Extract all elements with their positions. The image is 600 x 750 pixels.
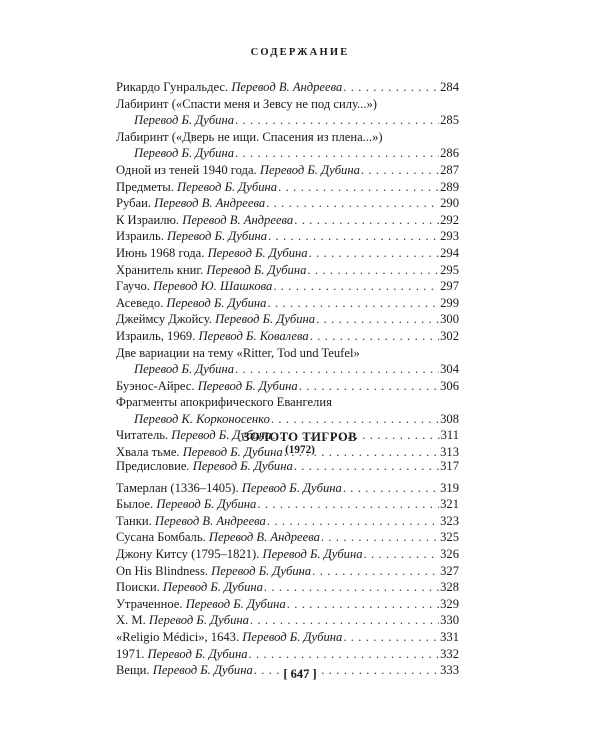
- toc-entry-translator: Перевод Ю. Шашкова: [153, 279, 273, 294]
- toc-leader-dots: [235, 361, 439, 378]
- toc-leader-dots: [316, 311, 439, 328]
- toc-entry: [116, 195, 459, 212]
- toc-entry-page: 311: [440, 428, 459, 443]
- toc-entry-title: Предисловие.: [116, 459, 193, 473]
- toc-leader-dots: [307, 262, 439, 279]
- toc-entry-text: [116, 579, 263, 596]
- toc-entry-line: [116, 596, 459, 613]
- toc-entry-page: 297: [440, 279, 459, 294]
- toc-entry-translator: Перевод Б. Дубина: [192, 459, 293, 473]
- toc-entry-text: [116, 162, 360, 179]
- toc-entry-text: [116, 378, 298, 395]
- toc-entry-text: [116, 529, 320, 546]
- toc-entry-text: [116, 480, 342, 497]
- toc-entry-translator: Перевод Б. Дубина: [152, 663, 253, 678]
- toc-entry-translator: Перевод Б. Дубина: [177, 179, 278, 194]
- toc-entry-page: 287: [440, 162, 459, 177]
- toc-leader-dots: [364, 546, 440, 563]
- toc-entry-text: [116, 278, 272, 295]
- toc-entry-title: Лабиринт («Спасти меня и Зевсу не под силу...»): [116, 96, 377, 111]
- toc-entry-line: [116, 328, 459, 345]
- toc-entry-title: Предметы.: [116, 179, 178, 194]
- toc-entry-line: [116, 311, 459, 328]
- toc-entry-page: 313: [440, 445, 459, 460]
- toc-entry-translator: Перевод Б. Дубина: [215, 312, 316, 327]
- toc-list-part2: [116, 458, 459, 679]
- toc-entry-text: [116, 458, 293, 475]
- toc-entry-page: 329: [440, 596, 459, 611]
- toc-entry-line: [116, 529, 459, 546]
- toc-entry-page: 284: [440, 80, 459, 94]
- toc-entry-title: Гаучо.: [116, 279, 154, 294]
- toc-entry-translator: Перевод Б. Дубина: [156, 497, 257, 512]
- toc-entry-page: 319: [440, 480, 459, 495]
- toc-entry-title: Фрагменты апокрифического Евангелия: [116, 395, 332, 410]
- toc-entry-translator: Перевод В. Андреева: [208, 530, 320, 545]
- toc-entry: [116, 378, 459, 395]
- toc-leader-dots: [321, 529, 439, 546]
- toc-entry-title: Поиски.: [116, 580, 163, 595]
- toc-leader-dots: [235, 112, 439, 129]
- toc-leader-dots: [343, 629, 439, 646]
- toc-entry-line: [116, 79, 459, 96]
- toc-entry: [116, 612, 459, 629]
- toc-leader-dots: [309, 245, 440, 262]
- toc-entry-title: Былое.: [116, 497, 157, 512]
- toc-leader-dots: [343, 79, 439, 96]
- toc-entry-page: 289: [440, 179, 459, 194]
- toc-entry-page: 333: [440, 663, 459, 678]
- toc-entry-text: [116, 563, 311, 580]
- toc-entry: [116, 345, 459, 378]
- toc-entry: [116, 563, 459, 580]
- toc-entry: [116, 394, 459, 427]
- toc-entry: [116, 295, 459, 312]
- toc-entry-translator: Перевод Б. Дубина: [207, 245, 308, 260]
- toc-entry: [116, 278, 459, 295]
- toc-leader-dots: [273, 278, 439, 295]
- toc-entry-page: 292: [440, 212, 459, 227]
- toc-entry-translator: Перевод Б. Дубина: [166, 295, 267, 310]
- toc-leader-dots: [299, 378, 439, 395]
- toc-entry-title: Рикардо Гунральдес.: [116, 80, 232, 94]
- toc-entry-line: [116, 162, 459, 179]
- toc-entry-page: 330: [440, 613, 459, 628]
- toc-entry: [116, 529, 459, 546]
- toc-entry: [116, 496, 459, 513]
- toc-entry-translator: Перевод Б. Дубина: [162, 580, 263, 595]
- toc-entry-page: 326: [440, 546, 459, 561]
- toc-entry-title: Июнь 1968 года.: [116, 245, 208, 260]
- toc-entry-page: 285: [440, 113, 459, 128]
- toc-entry-title: К Израилю.: [116, 212, 183, 227]
- toc-entry-text: [116, 646, 248, 663]
- toc-entry-line: [116, 646, 459, 663]
- toc-entry-translator: Перевод Б. Дубина: [148, 613, 249, 628]
- section-title: ЗОЛОТО ТИГРОВ: [242, 430, 358, 444]
- toc-leader-dots: [235, 145, 439, 162]
- toc-entry: [116, 179, 459, 196]
- toc-entry-line: [116, 278, 459, 295]
- toc-entry-text: [116, 179, 277, 196]
- toc-leader-dots: [287, 596, 439, 613]
- toc-entry-page: 286: [440, 146, 459, 161]
- toc-entry-text: [116, 596, 286, 613]
- toc-entry-title: 1971.: [116, 646, 148, 661]
- toc-entry-translator: Перевод К. Корконосенко: [134, 411, 270, 426]
- toc-entry-title: Джеймсу Джойсу.: [116, 312, 216, 327]
- toc-entry-title: Вещи.: [116, 663, 153, 678]
- toc-entry-line: [116, 629, 459, 646]
- toc-entry-page: 302: [440, 328, 459, 343]
- toc-entry-translator: Перевод В. Андреева: [154, 513, 266, 528]
- toc-entry-translator: Перевод Б. Дубина: [167, 229, 268, 244]
- toc-entry-title: Две вариации на тему «Ritter, Tod und Teufel»: [116, 345, 360, 360]
- toc-entry-page: 304: [440, 362, 459, 377]
- running-head: СОДЕРЖАНИЕ: [250, 47, 350, 58]
- toc-entry-line: [116, 546, 459, 563]
- toc-entry-title: Буэнос-Айрес.: [116, 378, 198, 393]
- toc-entry: [116, 646, 459, 663]
- toc-entry-text: [116, 228, 267, 245]
- toc-leader-dots: [294, 212, 439, 229]
- toc-entry-title: Танки.: [116, 513, 155, 528]
- toc-entry-title: Одной из теней 1940 года.: [116, 162, 260, 177]
- toc-entry-title: Рубаи.: [116, 196, 155, 211]
- toc-leader-dots: [250, 612, 439, 629]
- toc-entry-translator: Перевод Б. Дубина: [262, 546, 363, 561]
- toc-leader-dots: [266, 195, 439, 212]
- toc-entry-translator: Перевод В. Андреева: [231, 80, 343, 94]
- toc-entry-title: Лабиринт («Дверь не ищи. Спасения из плена...»): [116, 129, 383, 144]
- toc-entry-text: [116, 311, 315, 328]
- toc-entry-text: [116, 513, 266, 530]
- toc-entry-line: [116, 145, 459, 162]
- toc-entry-page: 306: [440, 378, 459, 393]
- toc-entry-line: [116, 496, 459, 513]
- toc-entry: [116, 328, 459, 345]
- toc-entry: [116, 458, 459, 475]
- toc-entry-text: [116, 612, 249, 629]
- toc-entry-page: 325: [440, 530, 459, 545]
- toc-entry-translator: Перевод Б. Дубина: [134, 146, 235, 161]
- toc-leader-dots: [267, 295, 439, 312]
- toc-entry-text: [116, 496, 256, 513]
- toc-entry-text: [116, 295, 266, 312]
- toc-entry-title-line: [116, 129, 459, 146]
- toc-entry: [116, 579, 459, 596]
- toc-entry-line: [116, 458, 459, 475]
- toc-entry: [116, 245, 459, 262]
- toc-entry-title: Израиль, 1969.: [116, 328, 199, 343]
- toc-entry-title: Израиль.: [116, 229, 168, 244]
- toc-entry-title: Сусана Бомбаль.: [116, 530, 209, 545]
- toc-entry-text: [116, 546, 363, 563]
- toc-entry-translator: Перевод Б. Дубина: [206, 262, 307, 277]
- toc-leader-dots: [310, 328, 439, 345]
- toc-entry-page: 290: [440, 196, 459, 211]
- toc-entry-page: 323: [440, 513, 459, 528]
- toc-entry-page: 293: [440, 229, 459, 244]
- toc-entry-translator: Перевод Б. Дубина: [242, 629, 343, 644]
- toc-entry-page: 332: [440, 646, 459, 661]
- toc-entry-title: Читатель.: [116, 428, 172, 443]
- toc-entry-translator: Перевод Б. Дубина: [182, 445, 283, 460]
- toc-entry-page: 295: [440, 262, 459, 277]
- toc-entry-line: [116, 112, 459, 129]
- toc-entry: [116, 129, 459, 162]
- toc-leader-dots: [278, 179, 439, 196]
- toc-entry: [116, 96, 459, 129]
- toc-leader-dots: [257, 496, 439, 513]
- toc-entry-title: Хранитель книг.: [116, 262, 207, 277]
- toc-entry-translator: Перевод Б. Дубина: [197, 378, 298, 393]
- toc-entry: [116, 311, 459, 328]
- toc-leader-dots: [361, 162, 439, 179]
- toc-entry-title-line: [116, 96, 459, 113]
- toc-entry: [116, 596, 459, 613]
- toc-entry-title: Хвала тьме.: [116, 445, 183, 460]
- toc-entry-text: [116, 195, 265, 212]
- toc-entry-text: [116, 245, 308, 262]
- toc-entry-line: [116, 179, 459, 196]
- toc-entry-page: 299: [440, 295, 459, 310]
- toc-entry-title: Утраченное.: [116, 596, 186, 611]
- toc-entry-line: [116, 195, 459, 212]
- toc-entry-translator: Перевод Б. Дубина: [134, 113, 235, 128]
- toc-leader-dots: [343, 480, 439, 497]
- toc-entry-translator: Перевод В. Андреева: [182, 212, 294, 227]
- toc-entry-page: 308: [440, 411, 459, 426]
- toc-entry-title-line: [116, 394, 459, 411]
- toc-entry-line: [116, 262, 459, 279]
- toc-entry-title: On His Blindness.: [116, 563, 212, 578]
- toc-list-part1: [116, 79, 459, 461]
- toc-entry-line: [116, 579, 459, 596]
- toc-leader-dots: [294, 458, 439, 475]
- toc-entry-line: [116, 563, 459, 580]
- toc-entry-title: Х. М.: [116, 613, 149, 628]
- toc-entry-title: Тамерлан (1336–1405).: [116, 480, 242, 495]
- toc-entry-line: [116, 411, 459, 428]
- toc-entry: [116, 228, 459, 245]
- toc-entry-page: 321: [440, 497, 459, 512]
- toc-entry-translator: Перевод Б. Дубина: [259, 162, 360, 177]
- toc-entry: [116, 546, 459, 563]
- toc-entry-translator: Перевод Б. Дубина: [211, 563, 312, 578]
- section-year: (1972): [285, 444, 315, 456]
- toc-entry-line: [116, 295, 459, 312]
- toc-entry-translator: Перевод В. Андреева: [154, 196, 266, 211]
- toc-entry: [116, 629, 459, 646]
- toc-entry-page: 328: [440, 580, 459, 595]
- toc-entry: [116, 212, 459, 229]
- toc-entry-page: 294: [440, 245, 459, 260]
- toc-entry-text: [116, 79, 342, 96]
- toc-leader-dots: [264, 579, 439, 596]
- toc-entry-translator: Перевод Б. Дубина: [134, 362, 235, 377]
- toc-entry-line: [116, 480, 459, 497]
- toc-entry-title: «Religio Médici», 1643.: [116, 629, 243, 644]
- toc-entry-title: Асеведо.: [116, 295, 167, 310]
- toc-entry-page: 331: [440, 629, 459, 644]
- toc-entry: [116, 162, 459, 179]
- toc-entry-line: [116, 228, 459, 245]
- toc-entry-text: [116, 212, 293, 229]
- toc-entry-translator: Перевод Б. Дубина: [171, 428, 272, 443]
- toc-entry-page: 300: [440, 312, 459, 327]
- toc-entry-translator: Перевод Б. Ковалева: [198, 328, 309, 343]
- toc-entry-line: [116, 361, 459, 378]
- toc-entry-translator: Перевод Б. Дубина: [241, 480, 342, 495]
- toc-entry: [116, 480, 459, 497]
- toc-entry-page: 327: [440, 563, 459, 578]
- toc-entry: [116, 513, 459, 530]
- toc-entry: [116, 262, 459, 279]
- toc-leader-dots: [312, 563, 439, 580]
- toc-entry-text: [116, 328, 309, 345]
- toc-entry-line: [116, 245, 459, 262]
- toc-entry-page: 317: [440, 459, 459, 473]
- toc-entry-line: [116, 212, 459, 229]
- toc-entry-line: [116, 378, 459, 395]
- toc-entry-line: [116, 612, 459, 629]
- toc-entry-translator: Перевод Б. Дубина: [147, 646, 248, 661]
- toc-leader-dots: [268, 228, 439, 245]
- page-number: [ 647 ]: [283, 667, 317, 681]
- toc-leader-dots: [249, 646, 440, 663]
- toc-entry: [116, 79, 459, 96]
- toc-leader-dots: [271, 411, 439, 428]
- toc-leader-dots: [267, 513, 439, 530]
- toc-entry-text: [116, 262, 306, 279]
- toc-entry-title-line: [116, 345, 459, 362]
- toc-entry-line: [116, 513, 459, 530]
- toc-entry-title: Джону Китсу (1795–1821).: [116, 546, 263, 561]
- toc-entry-translator: Перевод Б. Дубина: [185, 596, 286, 611]
- toc-entry-text: [116, 629, 342, 646]
